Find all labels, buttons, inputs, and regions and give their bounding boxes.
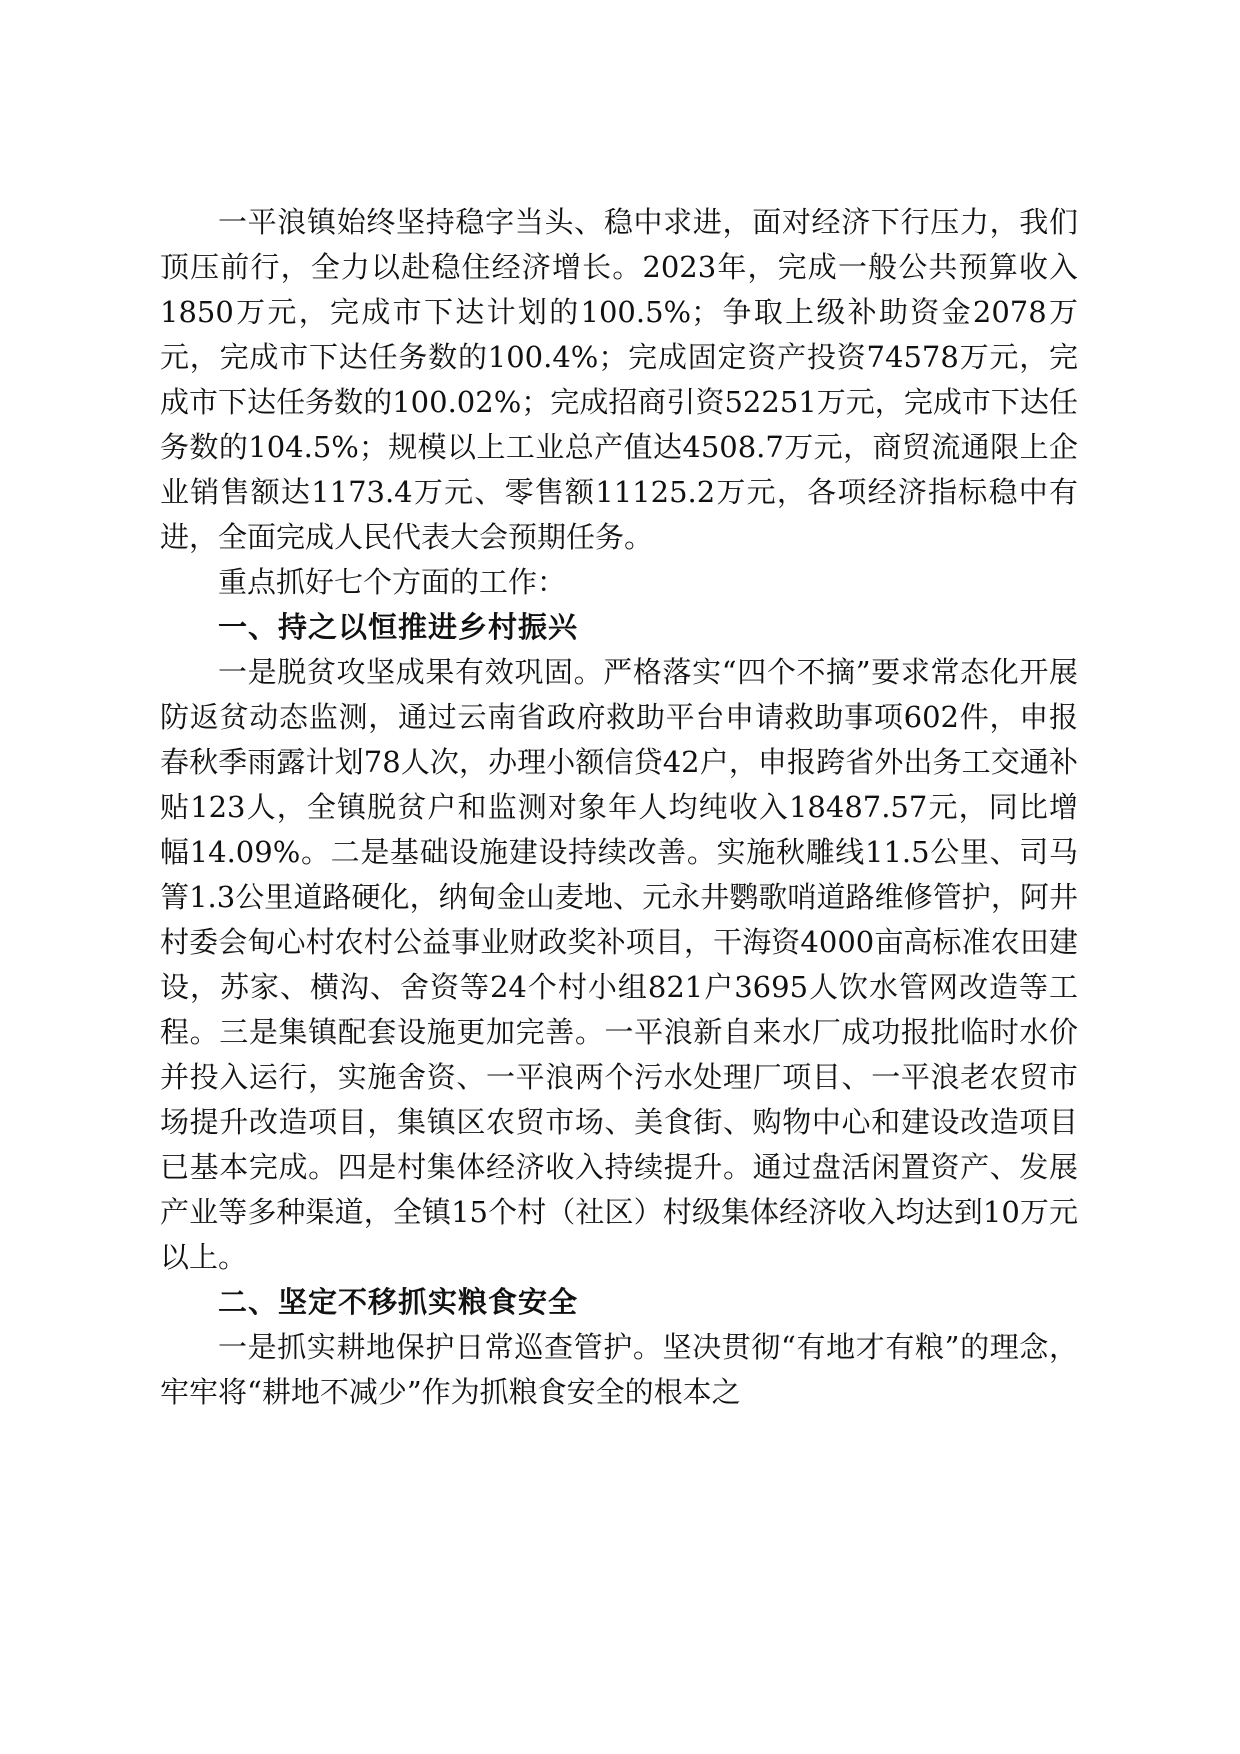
section-body-2: 一是抓实耕地保护日常巡查管护。坚决贯彻“有地才有粮”的理念，牢牢将“耕地不减少”作为抓粮食安全的根本之 [160, 1330, 1078, 1409]
intro-paragraph: 一平浪镇始终坚持稳字当头、稳中求进，面对经济下行压力，我们顶压前行，全力以赴稳住经济增长。2023年，完成一般公共预算收入1850万元，完成市下达计划的100.5%；争取上级补助资金2078万元，完成市下达任务数的100.4%；完成固定资产投资74578万元，完成市下达任务数的100.02%；完成招商引资52251万元，完成市下达任务数的104.5%；规模以上工业总产值达4508.7万元，商贸流通限上企业销售额达1173.4万元、零售额11125.2万元，各项经济指标稳中有进，全面完成人民代表大会预期任务。 [160, 205, 1078, 554]
focus-line: 重点抓好七个方面的工作： [218, 565, 567, 599]
document-body [160, 200, 1078, 1415]
section-body-1: 一是脱贫攻坚成果有效巩固。严格落实“四个不摘”要求常态化开展防返贫动态监测，通过云南省政府救助平台申请救助事项602件，申报春秋季雨露计划78人次，办理小额信贷42户，申报跨省外出务工交通补贴123人，全镇脱贫户和监测对象年人均纯收入18487.57元，同比增幅14.09%。二是基础设施建设持续改善。实施秋雕线11.5公里、司马箐1.3公里道路硬化，纳甸金山麦地、元永井鹦歌哨道路维修管护，阿井村委会甸心村农村公益事业财政奖补项目，干海资4000亩高标准农田建设，苏家、横沟、舍资等24个村小组821户3695人饮水管网改造等工程。三是集镇配套设施更加完善。一平浪新自来水厂成功报批临时水价并投入运行，实施舍资、一平浪两个污水处理厂项目、一平浪老农贸市场提升改造项目，集镇区农贸市场、美食街、购物中心和建设改造项目已基本完成。四是村集体经济收入持续提升。通过盘活闲置资产、发展产业等多种渠道，全镇15个村（社区）村级集体经济收入均达到10万元以上。 [160, 655, 1078, 1274]
section-heading-1: 一、持之以恒推进乡村振兴 [218, 610, 579, 644]
section-heading-2: 二、坚定不移抓实粮食安全 [218, 1285, 579, 1319]
